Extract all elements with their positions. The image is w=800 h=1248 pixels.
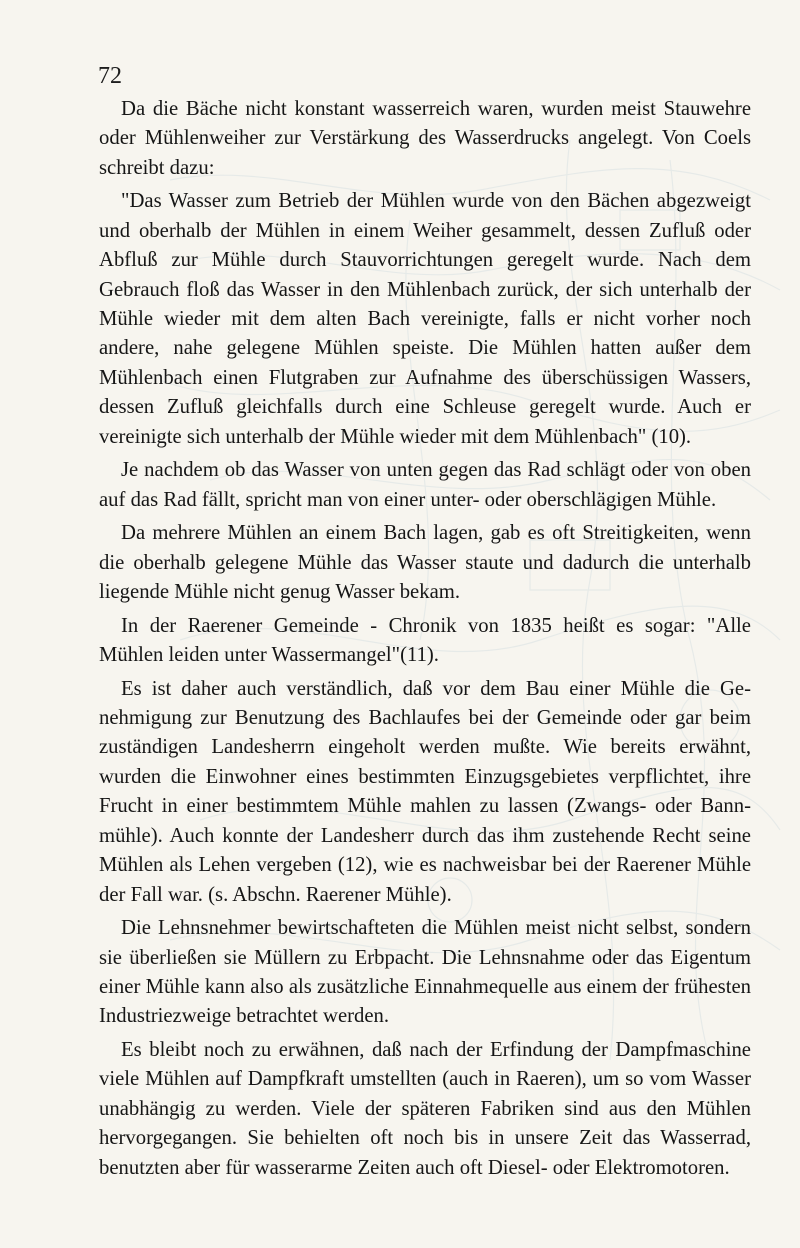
paragraph-5: In der Raerener Gemeinde - Chronik von 1835 heißt es sogar: "Alle Mühlen leiden unter Wassermangel"(11). bbox=[99, 614, 751, 667]
paragraph-6: Es ist daher auch verständlich, daß vor dem Bau einer Mühle die Genehmigung zur Benutzung des Bachlaufes bei der Gemeinde oder gar beim zuständigen Landesherrn eingeholt werden mußte. Wie bereits erwähnt, wurden die Einwohner eines bestimmten Einzugsgebietes verpflichtet, ihre Frucht in einer bestimmtem Mühle mahlen zu lassen (Zwangs- oder Bannmühle). Auch konnte der Landesherr durch das ihm zustehende Recht seine Mühlen als Lehen vergeben (12), wie es nachweisbar bei der Raerener Mühle der Fall war. (s. Abschn. Raerener Mühle). bbox=[99, 677, 751, 906]
paragraph-3: Je nachdem ob das Wasser von unten gegen das Rad schlägt oder von oben auf das Rad fällt, spricht man von einer unter- oder oberschlägigen Mühle. bbox=[99, 459, 751, 511]
paragraph-7: Die Lehnsnehmer bewirtschafteten die Mühlen meist nicht selbst, sondern sie überließen sie Müllern zu Erbpacht. Die Lehnsnahme oder das Eigentum einer Mühle kann also als zusätzliche Einnahmequelle aus einem der frühesten Industriezweige betrachtet werden. bbox=[99, 917, 751, 1028]
paragraph-4: Da mehrere Mühlen an einem Bach lagen, gab es oft Streitigkeiten, wenn die oberhalb gelegene Mühle das Wasser staute und dadurch die unterhalb liegende Mühle nicht genug Wasser bekam. bbox=[99, 522, 751, 604]
paragraph-8: Es bleibt noch zu erwähnen, daß nach der Erfindung der Dampfmaschine viele Mühlen auf Dampfkraft umstellten (auch in Raeren), um so vom Wasser unabhängig zu werden. Viele der späteren Fabriken sind aus den Mühlen hervorgegangen. Sie behielten oft noch bis in unsere Zeit das Wasserrad, benutzten aber für wasserarme Zeiten auch oft Diesel- oder Elektromotoren. bbox=[99, 1038, 751, 1179]
body-text bbox=[99, 95, 751, 1187]
paragraph-2-quote: "Das Wasser zum Betrieb der Mühlen wurde von den Bächen abgezweigt und oberhalb der Mühlen in einem Weiher gesammelt, dessen Zufluß oder Abfluß zur Mühle durch Stauvorrichtungen geregelt wurde. Nach dem Gebrauch floß das Wasser in den Mühlenbach zurück, der sich unterhalb der Mühle wieder mit dem alten Bach vereinigte, falls er nicht vorher noch andere, nahe gelegene Mühlen speiste. Die Mühlen hatten außer dem Mühlenbach einen Flutgraben zur Aufnahme des überschüssigen Wassers, dessen Zufluß gleichfalls durch eine Schleuse geregelt wurde. Auch er vereinigte sich unterhalb der Mühle wieder mit dem Mühlenbach" (10). bbox=[99, 190, 751, 448]
paragraph-1: Da die Bäche nicht konstant wasserreich waren, wurden meist Stauwehre oder Mühlenweiher zur Verstärkung des Wasserdrucks angelegt. Von Coels schreibt dazu: bbox=[99, 98, 751, 179]
page-number: 72 bbox=[98, 63, 122, 89]
